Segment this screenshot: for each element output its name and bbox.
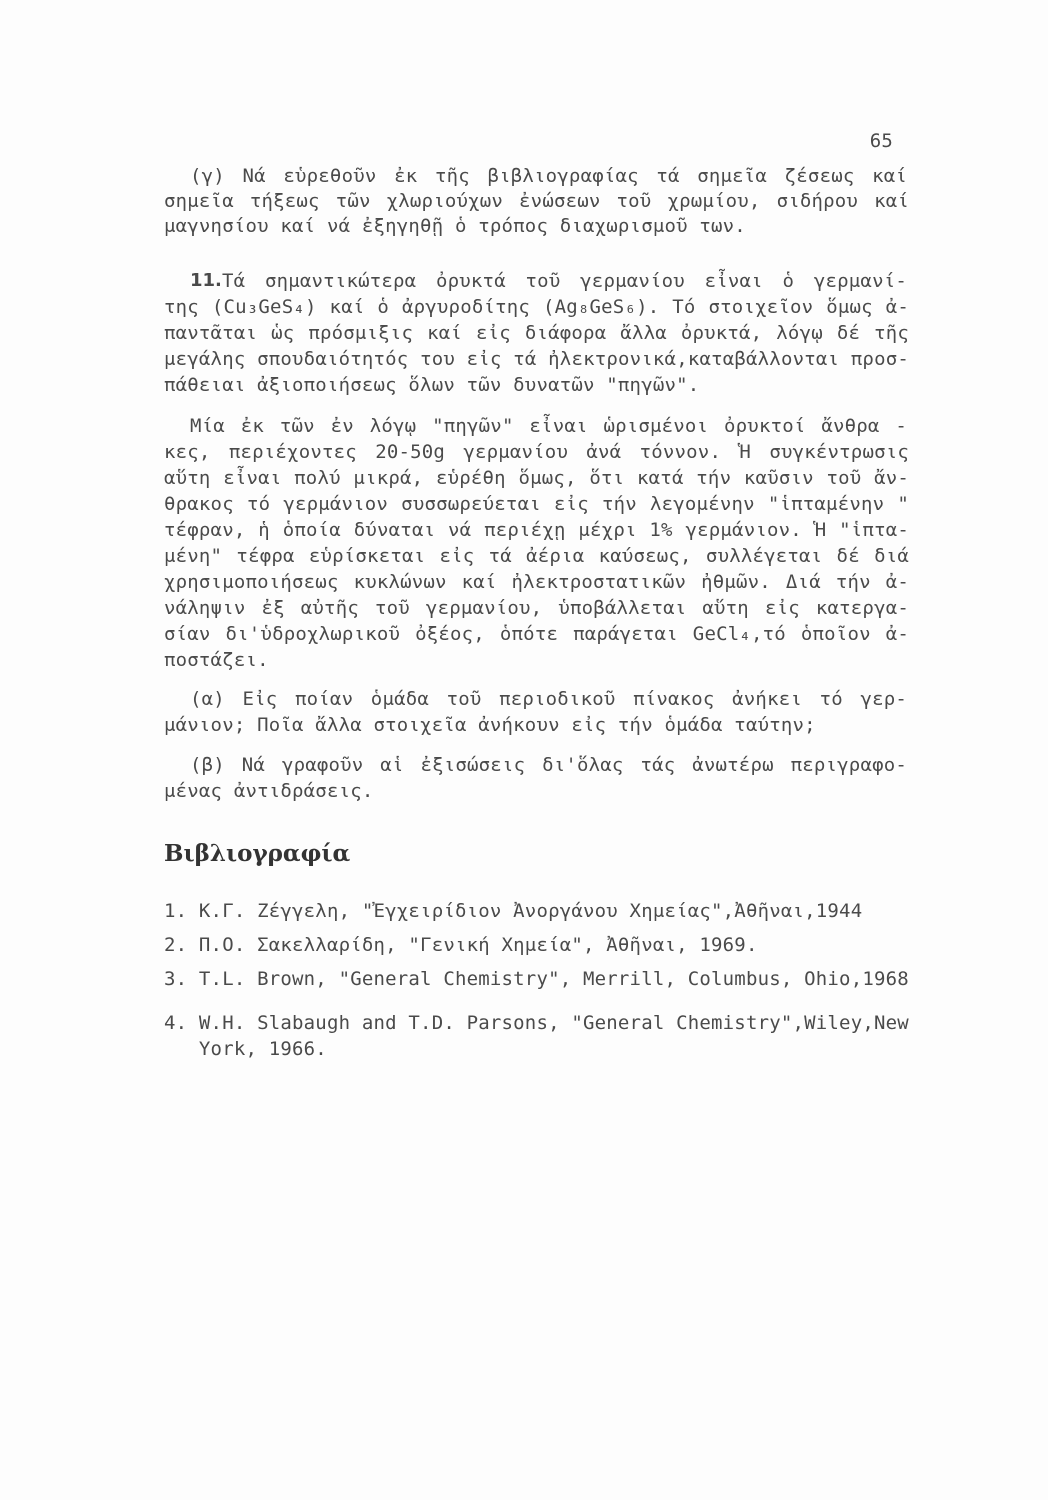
bibliography-item: 4. W.H. Slabaugh and T.D. Parsons, "General Chemistry",Wiley,New — [164, 1012, 909, 1034]
text-line: μάνιον; Ποῖα ἄλλα στοιχεῖα ἀνήκουν εἰς τήν ὁμάδα ταύτην; — [164, 714, 816, 736]
text-line: (α) Εἰς ποίαν ὁμάδα τοῦ περιοδικοῦ πίνακος ἀνήκει τό γερ- — [190, 688, 907, 710]
text-line: μένη" τέφρα εὑρίσκεται εἰς τά ἀέρια καύσεως, συλλέγεται δέ διά — [164, 545, 909, 567]
text-line: θρακος τό γερμάνιον συσσωρεύεται εἰς τήν λεγομένην "ἱπταμένην " — [164, 493, 909, 515]
text-line: ποστάζει. — [164, 649, 269, 671]
bibliography-item: 3. T.L. Brown, "General Chemistry", Merrill, Columbus, Ohio,1968 — [164, 968, 909, 990]
bibliography-item: York, 1966. — [164, 1038, 327, 1060]
text-line: Μία ἐκ τῶν ἐν λόγῳ "πηγῶν" εἶναι ὡρισμένοι ὀρυκτοί ἄνθρα - — [190, 415, 907, 437]
text-line: μένας ἀντιδράσεις. — [164, 780, 374, 802]
text-line: σημεῖα τήξεως τῶν χλωριούχων ἐνώσεων τοῦ χρωμίου, σιδήρου καί — [164, 190, 909, 212]
text-line: παντᾶται ὡς πρόσμιξις καί εἰς διάφορα ἄλλα ὀρυκτά, λόγῳ δέ τῆς — [164, 322, 909, 344]
text-line: (β) Νά γραφοῦν αἱ ἐξισώσεις δι'ὅλας τάς ἀνωτέρω περιγραφο- — [190, 754, 907, 776]
text-line: της (Cu₃GeS₄) καί ὁ ἀργυροδίτης (Ag₈GeS₆). Τό στοιχεῖον ὅμως ἀ- — [164, 296, 909, 318]
bibliography-heading: Βιβλιογραφία — [164, 840, 351, 867]
text-line: κες, περιέχοντες 20-50g γερμανίου ἀνά τόννον. Ἡ συγκέντρωσις — [164, 441, 909, 463]
text-line: χρησιμοποιήσεως κυκλώνων καί ἠλεκτροστατικῶν ἠθμῶν. Διά τήν ἀ- — [164, 571, 909, 593]
problem-number: 11. — [190, 270, 222, 291]
text-line: (γ) Νά εὑρεθοῦν ἐκ τῆς βιβλιογραφίας τά σημεῖα ζέσεως καί — [190, 165, 907, 187]
bibliography-item: 1. Κ.Γ. Ζέγγελη, "Ἐγχειρίδιον Ἀνοργάνου Χημείας",Ἀθῆναι,1944 — [164, 900, 863, 922]
text-line: τέφραν, ἡ ὁποία δύναται νά περιέχῃ μέχρι 1% γερμάνιον. Ἡ "ἱπτα- — [164, 519, 909, 541]
text-line: μεγάλης σπουδαιότητός του εἰς τά ἠλεκτρονικά,καταβάλλονται προσ- — [164, 348, 909, 370]
text-line: Τά σημαντικώτερα ὀρυκτά τοῦ γερμανίου εἶναι ὁ γερμανί- — [222, 270, 907, 292]
page-number: 65 — [869, 130, 893, 152]
text-line: μαγνησίου καί νά ἐξηγηθῇ ὁ τρόπος διαχωρισμοῦ των. — [164, 215, 746, 237]
text-line: αὕτη εἶναι πολύ μικρά, εὑρέθη ὅμως, ὅτι κατά τήν καῦσιν τοῦ ἄν- — [164, 467, 909, 489]
bibliography-item: 2. Π.Ο. Σακελλαρίδη, "Γενική Χημεία", Ἀθῆναι, 1969. — [164, 934, 758, 956]
text-line: σίαν δι'ὑδροχλωρικοῦ ὀξέος, ὁπότε παράγεται GeCl₄,τό ὁποῖον ἀ- — [164, 623, 909, 645]
text-line: νάληψιν ἐξ αὐτῆς τοῦ γερμανίου, ὑποβάλλεται αὕτη εἰς κατεργα- — [164, 597, 909, 619]
text-line: πάθειαι ἀξιοποιήσεως ὅλων τῶν δυνατῶν "πηγῶν". — [164, 374, 700, 396]
